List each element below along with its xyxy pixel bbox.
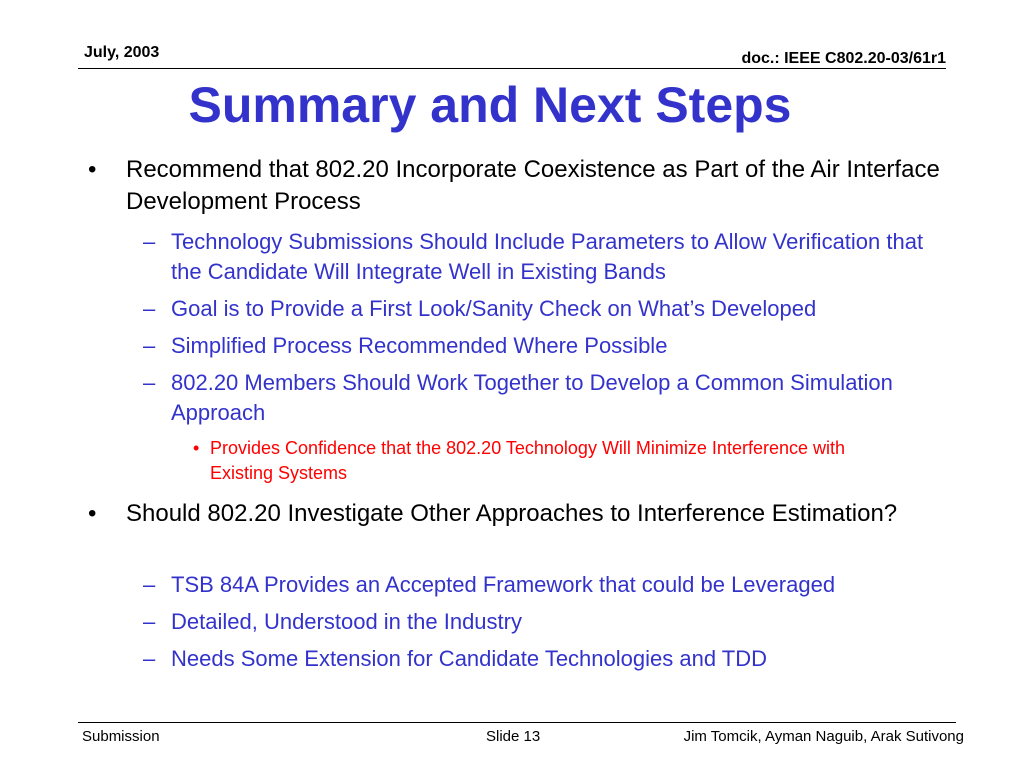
bullet-item — [88, 154, 946, 218]
sub-bullet-item — [143, 227, 951, 287]
dash-marker: – — [143, 572, 156, 597]
dash-marker: – — [143, 296, 156, 321]
sub-bullet-text: TSB 84A Provides an Accepted Framework that could be Leveraged — [171, 572, 836, 597]
slide-title: Summary and Next Steps — [188, 77, 792, 133]
sub-bullet-text: Goal is to Provide a First Look/Sanity Check on What’s Developed — [171, 296, 817, 321]
footer-slide-number: Slide 13 — [486, 728, 541, 745]
sub-bullet-item — [143, 294, 951, 324]
bullet-marker: • — [88, 500, 97, 527]
footer-submission: Submission — [82, 728, 160, 745]
sub-bullet-text: Detailed, Understood in the Industry — [171, 609, 522, 634]
sub-bullet-item — [143, 368, 951, 428]
sub-bullet-item — [143, 331, 951, 361]
dash-marker: – — [143, 370, 156, 395]
sub-bullet-text: Technology Submissions Should Include Parameters to Allow Verification that the Candidate Will Integrate Well in Existing Bands — [171, 229, 924, 284]
dash-marker: – — [143, 646, 156, 671]
sub-bullet-item — [143, 570, 951, 600]
sub-bullet-item — [143, 607, 951, 637]
header-divider — [78, 68, 946, 69]
dash-marker: – — [143, 609, 156, 634]
header-doc-id: doc.: IEEE C802.20-03/61r1 — [741, 50, 946, 67]
sub-bullet-text: Simplified Process Recommended Where Possible — [171, 333, 668, 358]
bullet-text: Should 802.20 Investigate Other Approaches to Interference Estimation? — [126, 500, 898, 527]
sub-bullet-text: Needs Some Extension for Candidate Technologies and TDD — [171, 646, 767, 671]
bullet-item — [88, 498, 946, 530]
sub-bullet-item — [143, 644, 951, 674]
bullet-marker: • — [88, 156, 97, 183]
footer-divider — [78, 722, 956, 723]
footer-authors: Jim Tomcik, Ayman Naguib, Arak Sutivong — [683, 728, 964, 745]
header-date: July, 2003 — [84, 44, 160, 61]
bullet-text: Recommend that 802.20 Incorporate Coexistence as Part of the Air Interface Development Process — [126, 156, 940, 215]
sub-sub-bullet-text: Provides Confidence that the 802.20 Technology Will Minimize Interference with Existing Systems — [210, 438, 846, 483]
dash-marker: – — [143, 333, 156, 358]
dash-marker: – — [143, 229, 156, 254]
sub-sub-bullet-item — [193, 436, 910, 486]
bullet-marker: • — [193, 438, 200, 458]
sub-bullet-text: 802.20 Members Should Work Together to Develop a Common Simulation Approach — [171, 370, 893, 425]
